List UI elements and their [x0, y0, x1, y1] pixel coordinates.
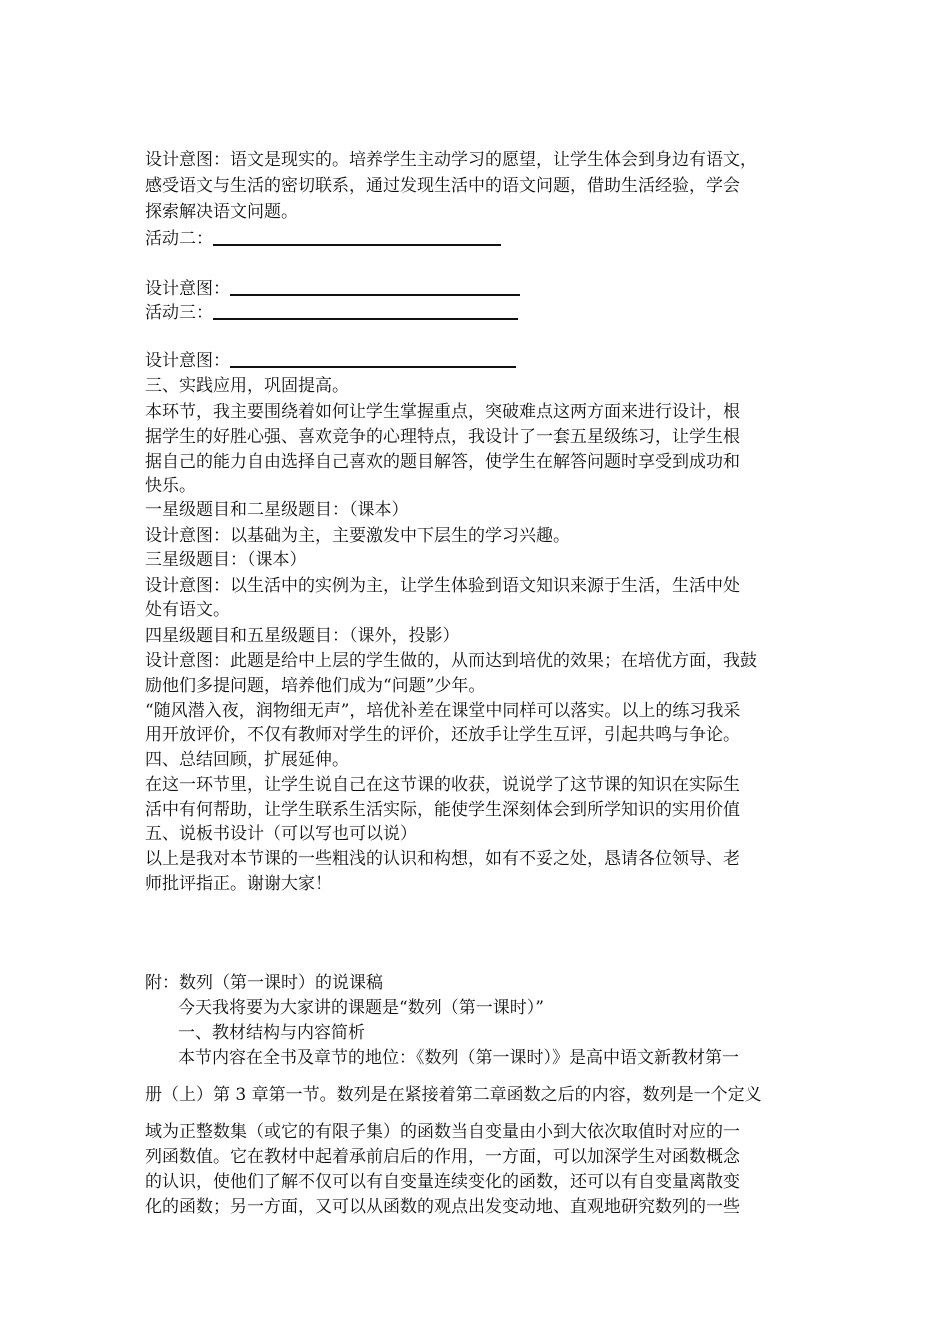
text-line: 师批评指正。谢谢大家！ — [145, 874, 332, 894]
text-line: 励他们多提问题，培养他们成为“问题”少年。 — [145, 676, 486, 696]
text-line: 在这一环节里，让学生说自己在这节课的收获，说说学了这节课的知识在实际生 — [145, 775, 740, 795]
text-line: 一星级题目和二星级题目：（课本） — [145, 500, 409, 520]
blank-underline — [230, 276, 520, 296]
blank-underline — [213, 300, 518, 320]
text-line: 快乐。 — [145, 476, 196, 496]
activity-three-label: 活动三： — [145, 303, 213, 323]
section-heading: 五、说板书设计（可以写也可以说） — [145, 824, 417, 844]
text-line: 活中有何帮助，让学生联系生活实际，能使学生深刻体会到所学知识的实用价值 — [145, 800, 740, 820]
activity-two-line — [145, 226, 501, 251]
text-line: 设计意图：以基础为主，主要激发中下层生的学习兴趣。 — [145, 526, 570, 546]
section-heading: 一、教材结构与内容简析 — [178, 1023, 365, 1043]
design-intent-label: 设计意图： — [145, 279, 230, 299]
text-line: 据学生的好胜心强、喜欢竞争的心理特点，我设计了一套五星级练习，让学生根 — [145, 427, 740, 447]
text-line: 的认识，使他们了解不仅可以有自变量连续变化的函数，还可以有自变量离散变 — [145, 1172, 740, 1192]
text-line: 三星级题目：（课本） — [145, 550, 307, 570]
activity-two-label: 活动二： — [145, 229, 213, 249]
text-line: 本节内容在全书及章节的地位：《数列（第一课时）》是高中语文新教材第一 — [178, 1048, 739, 1068]
text-line: 据自己的能力自由选择自己喜欢的题目解答，使学生在解答问题时享受到成功和 — [145, 452, 740, 472]
design-intent-line — [145, 348, 516, 373]
design-intent-label: 设计意图： — [145, 351, 230, 371]
text-line: 四星级题目和五星级题目：（课外，投影） — [145, 626, 460, 646]
text-line: 处有语文。 — [145, 600, 230, 620]
section-heading: 三、实践应用，巩固提高。 — [145, 376, 349, 396]
appendix-title: 附：数列（第一课时）的说课稿 — [145, 973, 383, 993]
text-line: 域为正整数集（或它的有限子集）的函数当自变量由小到大依次取值时对应的一 — [145, 1122, 740, 1142]
text-line: “随风潜入夜，润物细无声”，培优补差在课堂中同样可以落实。以上的练习我采 — [145, 701, 741, 721]
text-line: 本环节，我主要围绕着如何让学生掌握重点，突破难点这两方面来进行设计，根 — [145, 402, 740, 422]
text-line: 化的函数；另一方面，又可以从函数的观点出发变动地、直观地研究数列的一些 — [145, 1197, 740, 1217]
text-line: 感受语文与生活的密切联系，通过发现生活中的语文问题，借助生活经验，学会 — [145, 176, 740, 196]
text-line: 设计意图：语文是现实的。培养学生主动学习的愿望，让学生体会到身边有语文， — [145, 150, 757, 170]
text-line: 以上是我对本节课的一些粗浅的认识和构想，如有不妥之处，恳请各位领导、老 — [145, 849, 740, 869]
section-heading: 四、总结回顾，扩展延伸。 — [145, 750, 349, 770]
text-line: 设计意图：此题是给中上层的学生做的，从而达到培优的效果；在培优方面，我鼓 — [145, 651, 757, 671]
text-line: 列函数值。它在教材中起着承前启后的作用，一方面，可以加深学生对函数概念 — [145, 1147, 740, 1167]
text-line: 今天我将要为大家讲的课题是“数列（第一课时）” — [178, 998, 544, 1018]
blank-underline — [213, 226, 501, 246]
text-line: 册（上）第 3 章第一节。数列是在紧接着第二章函数之后的内容，数列是一个定义 — [145, 1085, 762, 1105]
design-intent-line — [145, 276, 520, 301]
text-line: 探索解决语文问题。 — [145, 202, 298, 222]
text-line: 设计意图：以生活中的实例为主，让学生体验到语文知识来源于生活，生活中处 — [145, 576, 740, 596]
blank-underline — [230, 348, 516, 368]
activity-three-line — [145, 300, 518, 325]
text-line: 用开放评价，不仅有教师对学生的评价，还放手让学生互评，引起共鸣与争论。 — [145, 725, 740, 745]
